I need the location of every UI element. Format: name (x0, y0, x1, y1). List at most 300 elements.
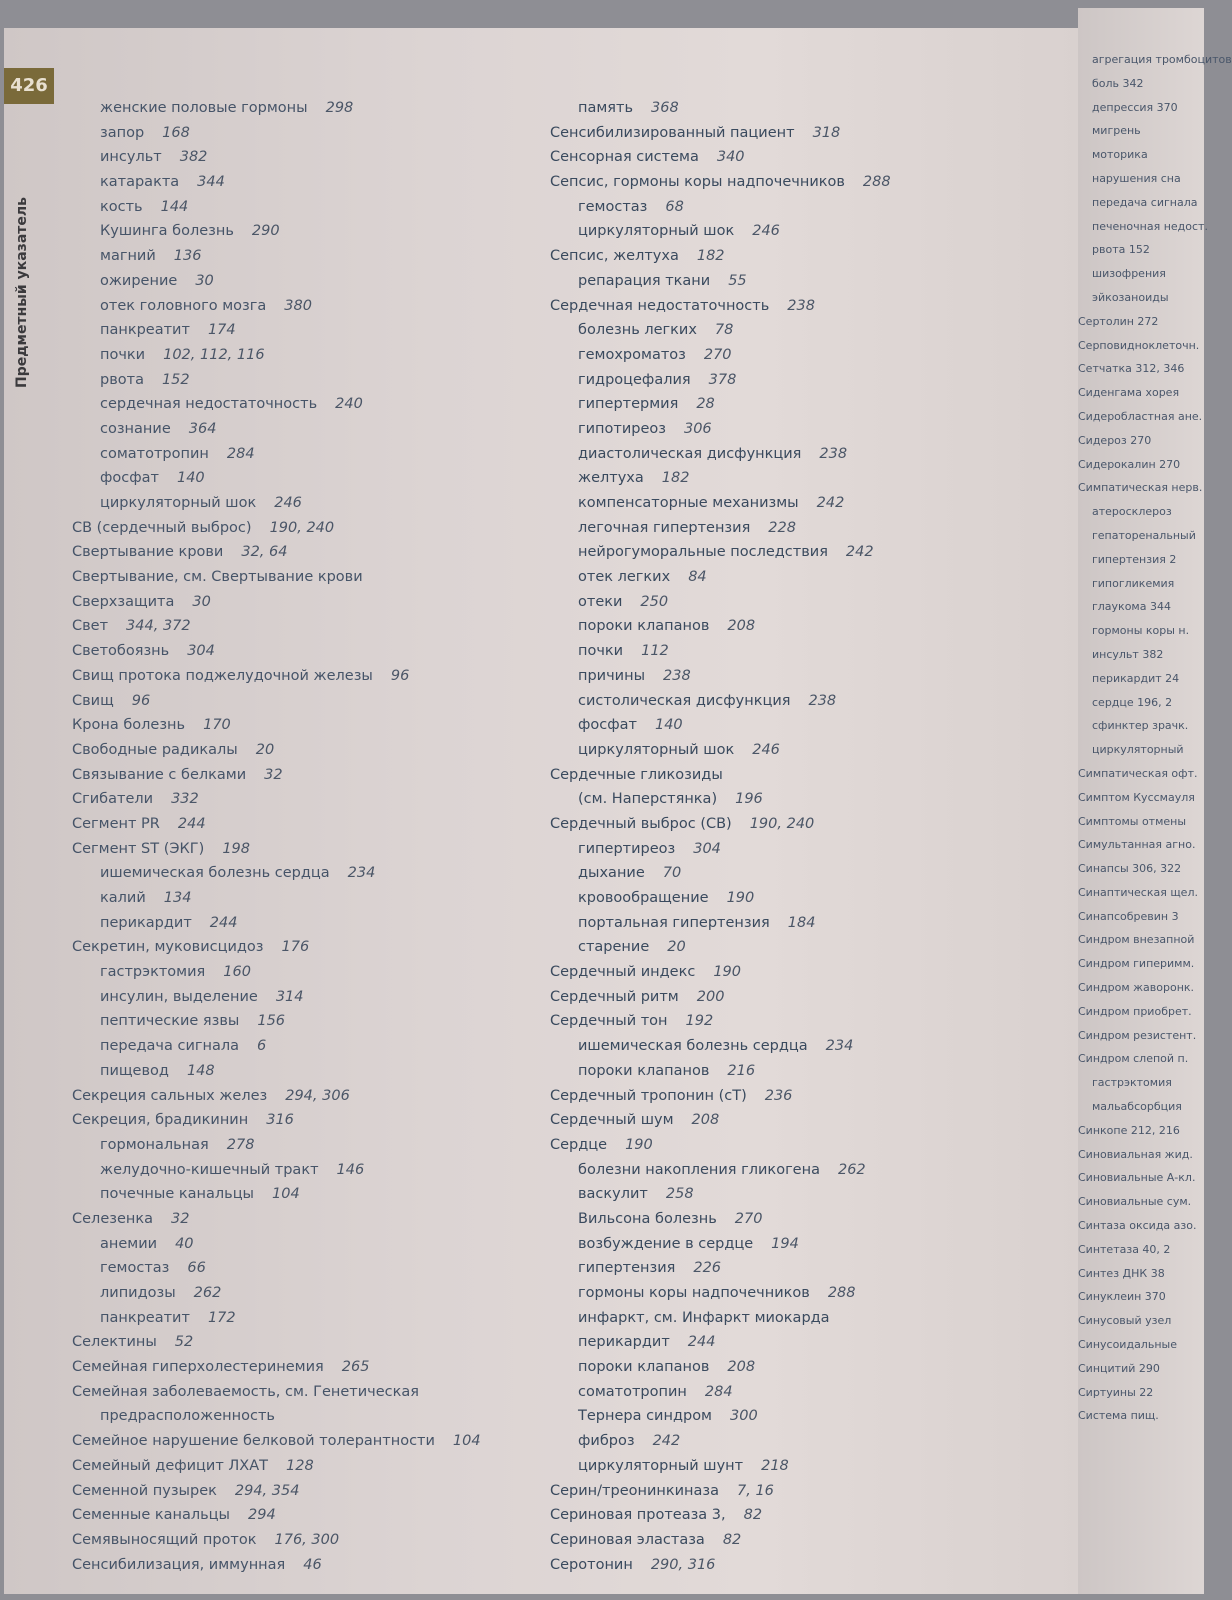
index-entry (550, 1207, 1070, 1232)
index-entry (72, 442, 542, 467)
partial-index-entry: гипогликемия (1092, 576, 1175, 590)
index-pages: 7, 16 (737, 1482, 774, 1499)
index-entry (550, 244, 1070, 269)
index-pages: 6 (257, 1038, 267, 1055)
index-pages: 218 (761, 1457, 789, 1474)
index-entry (550, 417, 1070, 442)
index-entry (550, 1454, 1070, 1479)
index-term: гипертермия (578, 396, 679, 413)
index-pages: 246 (752, 223, 780, 240)
index-term: кровообращение (578, 890, 709, 906)
index-pages: 70 (662, 865, 682, 882)
index-term: циркуляторный шок (578, 223, 735, 240)
partial-index-entry: Синцитий 290 (1078, 1361, 1160, 1375)
index-pages: 66 (187, 1260, 206, 1277)
index-pages: 294, 306 (285, 1087, 350, 1104)
index-term: гидроцефалия (578, 371, 691, 388)
index-term: старение (578, 939, 650, 956)
partial-index-entry: перикардит 24 (1092, 671, 1180, 685)
index-entry (72, 763, 542, 788)
index-term: катаракта (100, 174, 180, 191)
partial-index-entry: Синапсобревин 3 (1078, 909, 1179, 923)
partial-index-entry: сфинктер зрачк. (1092, 719, 1189, 733)
index-entry (550, 787, 1070, 812)
index-term: легочная гипертензия (578, 519, 751, 536)
index-pages: 242 (652, 1433, 681, 1450)
index-term: перикардит (578, 1334, 670, 1351)
partial-index-entry: Серповидноклеточн. (1078, 338, 1200, 352)
index-entry (550, 1553, 1070, 1578)
index-pages: 288 (862, 174, 891, 191)
partial-index-entry: Сидероз 270 (1078, 433, 1152, 447)
index-pages: 265 (341, 1359, 370, 1376)
index-term: Семейная гиперхолестеринемия (72, 1359, 324, 1376)
index-pages: 288 (827, 1285, 856, 1301)
index-entry (550, 1281, 1070, 1306)
index-term: гипотиреоз (578, 420, 666, 437)
index-pages: 128 (286, 1457, 314, 1474)
index-pages: 182 (661, 470, 690, 487)
index-entry (550, 861, 1070, 886)
index-term: Кушинга болезнь (100, 223, 234, 240)
index-pages: 198 (222, 840, 250, 857)
index-entry (72, 244, 542, 269)
partial-index-entry: Синтез ДНК 38 (1078, 1266, 1165, 1280)
index-pages: 84 (688, 569, 707, 586)
index-pages: 140 (654, 717, 683, 734)
index-term: Свищ протока поджелудочной железы (72, 667, 373, 684)
index-entry (72, 219, 542, 244)
index-entry (550, 392, 1070, 417)
partial-index-entry: нарушения сна (1092, 171, 1181, 185)
index-term: васкулит (578, 1186, 648, 1203)
partial-index-entry: Синовиальная жид. (1078, 1147, 1193, 1161)
index-entry (72, 466, 542, 491)
index-entry (72, 1380, 542, 1405)
index-term: Серин/треонинкиназа (550, 1482, 720, 1499)
index-pages: 246 (752, 741, 780, 758)
index-term: болезнь легких (578, 322, 697, 339)
index-entry (72, 1256, 542, 1281)
index-entry (72, 1330, 542, 1355)
index-pages: 382 (179, 149, 208, 166)
partial-index-entry: рвота 152 (1092, 243, 1150, 257)
index-entry (72, 861, 542, 886)
index-entry (550, 1108, 1070, 1133)
index-entry (72, 837, 542, 862)
index-entry (72, 516, 542, 541)
index-term: Секретин, муковисцидоз (72, 939, 264, 956)
partial-index-entry: Сидерокалин 270 (1078, 457, 1181, 471)
index-entry (550, 713, 1070, 738)
index-term: репарация ткани (578, 272, 711, 289)
index-pages: 96 (390, 667, 410, 684)
index-entry (550, 269, 1070, 294)
index-pages: 32 (264, 766, 283, 783)
index-pages: 244 (687, 1334, 716, 1351)
index-pages: 112 (641, 643, 669, 660)
partial-index-entry: Синовиальные А-кл. (1078, 1171, 1196, 1185)
index-pages: 378 (708, 371, 737, 388)
index-term: систолическая дисфункция (578, 692, 791, 709)
index-entry (72, 960, 542, 985)
index-pages: 40 (175, 1235, 194, 1252)
index-pages: 344, 372 (126, 618, 191, 635)
index-entry (550, 639, 1070, 664)
index-pages: 340 (716, 149, 745, 166)
index-term: Сериновая эластаза (550, 1531, 705, 1548)
index-pages: 190 (625, 1136, 653, 1153)
index-pages: 190 (726, 890, 755, 906)
index-term: Серотонин (550, 1556, 633, 1573)
index-entry (72, 1232, 542, 1257)
index-term: гормональная (100, 1136, 209, 1153)
index-pages: 104 (272, 1186, 300, 1203)
index-pages: 262 (193, 1285, 222, 1301)
index-entry (550, 614, 1070, 639)
index-entry (72, 713, 542, 738)
index-pages: 306 (683, 420, 712, 437)
index-pages: 242 (845, 544, 874, 561)
index-term: ишемическая болезнь сердца (100, 865, 330, 882)
index-entry (72, 1009, 542, 1034)
index-term: панкреатит (100, 322, 190, 339)
partial-index-entry: Симптом Куссмауля (1078, 790, 1195, 804)
index-entry (72, 368, 542, 393)
index-pages: 160 (223, 964, 251, 981)
partial-index-entry: Синкопе 212, 216 (1078, 1123, 1180, 1137)
index-entry (72, 417, 542, 442)
index-entry (72, 1108, 542, 1133)
index-term: фиброз (578, 1433, 635, 1450)
partial-index-entry: Синаптическая щел. (1078, 885, 1198, 899)
partial-index-entry: Сиденгама хорея (1078, 386, 1180, 400)
index-entry (550, 886, 1070, 911)
index-entry (550, 1182, 1070, 1207)
partial-index-entry: гормоны коры н. (1092, 624, 1190, 638)
partial-index-entry: шизофрения (1092, 267, 1166, 281)
partial-index-entry: атеросклероз (1092, 505, 1172, 519)
index-pages: 102, 112, 116 (163, 346, 265, 363)
index-pages: 140 (176, 470, 205, 487)
index-term: болезни накопления гликогена (578, 1161, 820, 1178)
index-entry (72, 269, 542, 294)
index-term: Семявыносящий проток (72, 1531, 257, 1548)
index-term: Сверхзащита (72, 593, 175, 610)
index-term: липидозы (100, 1285, 176, 1301)
index-column-left (72, 96, 542, 1577)
index-pages: 238 (663, 667, 691, 684)
partial-index-entry: Синтетаза 40, 2 (1078, 1242, 1171, 1256)
partial-index-entry: моторика (1092, 148, 1148, 162)
index-entry (550, 837, 1070, 862)
index-term: Сепсис, гормоны коры надпочечников (550, 174, 845, 191)
index-pages: 208 (727, 618, 756, 635)
index-term: компенсаторные механизмы (578, 495, 799, 511)
index-term: Селезенка (72, 1210, 153, 1227)
index-pages: 242 (816, 495, 845, 511)
index-entry (72, 1133, 542, 1158)
index-entry (72, 1084, 542, 1109)
index-term: Свищ (72, 692, 114, 709)
index-term: предрасположенность (100, 1408, 275, 1425)
index-term: причины (578, 667, 646, 684)
partial-index-entry: Синусоидальные (1078, 1338, 1177, 1352)
index-entry (550, 565, 1070, 590)
index-term: калий (100, 890, 146, 906)
partial-index-entry: Сидеробластная ане. (1078, 409, 1203, 423)
index-pages: 192 (685, 1013, 714, 1030)
index-term: отек легких (578, 569, 671, 586)
index-term: Тернера синдром (578, 1408, 712, 1425)
index-pages: 226 (693, 1260, 722, 1277)
index-pages: 55 (728, 272, 747, 289)
index-entry (550, 985, 1070, 1010)
index-term: нейрогуморальные последствия (578, 544, 828, 561)
index-term: Сердце (550, 1136, 608, 1153)
index-pages: 238 (787, 297, 815, 314)
index-entry (550, 1256, 1070, 1281)
partial-index-entry: Синапсы 306, 322 (1078, 862, 1182, 876)
index-pages: 196 (735, 791, 763, 808)
index-pages: 284 (226, 445, 255, 462)
index-pages: 244 (209, 914, 238, 931)
index-term: Светобоязнь (72, 643, 170, 660)
index-entry (72, 195, 542, 220)
index-term: Свободные радикалы (72, 741, 238, 758)
index-term: пищевод (100, 1062, 169, 1079)
index-pages: 168 (162, 124, 190, 141)
index-term: Сердечный выброс (СВ) (550, 815, 732, 832)
index-pages: 194 (771, 1235, 799, 1252)
index-entry (550, 491, 1070, 516)
index-pages: 156 (257, 1013, 286, 1030)
index-term: гемостаз (100, 1260, 170, 1277)
partial-index-entry: Синдром резистент. (1078, 1028, 1197, 1042)
partial-index-entry: циркуляторный (1092, 743, 1184, 757)
index-term: возбуждение в сердце (578, 1235, 754, 1252)
partial-index-entry: Симптомы отмены (1078, 814, 1187, 828)
index-pages: 190, 240 (269, 519, 335, 536)
index-entry (72, 787, 542, 812)
index-pages: 364 (188, 420, 217, 437)
index-term: сердечная недостаточность (100, 396, 318, 413)
index-entry (72, 565, 542, 590)
index-term: пороки клапанов (578, 1359, 710, 1376)
index-term: кость (100, 198, 143, 215)
index-pages: 32 (171, 1210, 190, 1227)
index-pages: 28 (696, 396, 715, 413)
partial-index-entry: гепаторенальный (1092, 528, 1196, 542)
index-pages: 46 (303, 1556, 322, 1573)
index-term: Семенные канальцы (72, 1507, 230, 1524)
index-term: Секреция, брадикинин (72, 1112, 249, 1129)
index-pages: 314 (275, 988, 304, 1005)
index-entry (550, 540, 1070, 565)
index-entry (550, 935, 1070, 960)
index-term: циркуляторный шок (100, 495, 257, 511)
index-entry (72, 392, 542, 417)
index-pages: 30 (195, 272, 214, 289)
index-entry (72, 1281, 542, 1306)
index-pages: 246 (274, 495, 302, 511)
index-entry (550, 96, 1070, 121)
partial-index-entry: Синтаза оксида азо. (1078, 1219, 1197, 1233)
index-pages: 170 (203, 717, 231, 734)
index-entry (550, 590, 1070, 615)
index-pages: 290 (251, 223, 280, 240)
index-entry (72, 689, 542, 714)
partial-index-entry: гипертензия 2 (1092, 552, 1177, 566)
index-column-right-partial (1078, 48, 1232, 1428)
facing-page-edge (1078, 8, 1232, 1594)
index-entry (550, 1528, 1070, 1553)
index-pages: 270 (703, 346, 732, 363)
index-entry (550, 145, 1070, 170)
index-entry (72, 738, 542, 763)
index-entry (550, 294, 1070, 319)
index-entry (72, 1182, 542, 1207)
index-pages: 290, 316 (650, 1556, 716, 1573)
index-pages: 304 (693, 840, 721, 857)
index-entry (550, 466, 1070, 491)
index-term: гипертензия (578, 1260, 676, 1277)
partial-index-entry: агрегация тромбоцитов (1092, 53, 1232, 66)
index-pages: 68 (665, 198, 684, 215)
partial-index-entry: сердце 196, 2 (1092, 695, 1173, 709)
index-term: соматотропин (578, 1383, 687, 1400)
index-pages: 234 (347, 865, 376, 882)
index-term: женские половые гормоны (100, 100, 308, 116)
index-term: передача сигнала (100, 1038, 240, 1055)
index-term: сознание (100, 420, 171, 437)
index-entry (550, 812, 1070, 837)
index-pages: 184 (787, 914, 816, 931)
index-term: Семенной пузырек (72, 1482, 217, 1499)
index-entry (72, 121, 542, 146)
partial-index-entry: передача сигнала (1092, 195, 1198, 209)
index-term: Сенсорная система (550, 149, 699, 166)
index-entry (72, 1158, 542, 1183)
index-pages: 240 (335, 396, 363, 413)
index-pages: 344 (197, 174, 225, 191)
index-entry (72, 1306, 542, 1331)
index-pages: 234 (825, 1038, 854, 1055)
partial-index-entry: печеночная недост. (1092, 219, 1208, 233)
index-term: отек головного мозга (100, 297, 267, 314)
index-entry (72, 1059, 542, 1084)
index-term: Сегмент PR (72, 815, 160, 832)
index-term: Сгибатели (72, 791, 154, 808)
index-term: пептические язвы (100, 1013, 240, 1030)
index-entry (550, 1330, 1070, 1355)
index-term: гемостаз (578, 198, 648, 215)
index-pages: 300 (730, 1408, 758, 1425)
index-term: Семейное нарушение белковой толерантности (72, 1433, 435, 1450)
index-entry (72, 1034, 542, 1059)
index-term: пороки клапанов (578, 618, 710, 635)
index-pages: 244 (177, 815, 206, 832)
index-entry (550, 1084, 1070, 1109)
index-pages: 294 (248, 1507, 276, 1524)
index-pages: 250 (640, 593, 669, 610)
index-term: фосфат (578, 717, 637, 734)
index-term: Сердечная недостаточность (550, 297, 770, 314)
index-term: рвота (100, 371, 144, 388)
index-column-middle (550, 96, 1070, 1577)
index-term: Сегмент ST (ЭКГ) (72, 840, 205, 857)
partial-index-entry: Синдром приобрет. (1078, 1004, 1192, 1018)
partial-index-entry: мигрень (1092, 124, 1141, 138)
index-entry (72, 1429, 542, 1454)
partial-index-entry: инсульт 382 (1092, 647, 1164, 661)
index-entry (72, 886, 542, 911)
index-pages: 258 (665, 1186, 694, 1203)
index-term: гастрэктомия (100, 964, 206, 981)
index-entry (550, 1034, 1070, 1059)
index-term: Семейная заболеваемость, см. Генетическая (72, 1383, 419, 1400)
index-pages: 174 (207, 322, 236, 339)
index-entry (72, 1454, 542, 1479)
index-pages: 304 (187, 643, 215, 660)
index-entry (72, 170, 542, 195)
index-term: Сенсибилизация, иммунная (72, 1556, 286, 1573)
index-term: желудочно-кишечный тракт (100, 1161, 319, 1178)
index-term: гормоны коры надпочечников (578, 1285, 810, 1301)
index-entry (550, 1133, 1070, 1158)
index-entry (550, 195, 1070, 220)
index-term: Селектины (72, 1334, 157, 1351)
partial-index-entry: Симультанная агно. (1078, 838, 1196, 852)
index-pages: 316 (266, 1112, 294, 1129)
partial-index-entry: Синдром внезапной (1078, 933, 1195, 947)
index-entry (72, 491, 542, 516)
index-pages: 318 (812, 124, 841, 141)
index-pages: 20 (255, 741, 275, 758)
index-entry (72, 1355, 542, 1380)
partial-index-entry: эйкозаноиды (1092, 290, 1169, 304)
index-entry (72, 145, 542, 170)
index-pages: 144 (160, 198, 189, 215)
index-entry (550, 763, 1070, 788)
index-term: ишемическая болезнь сердца (578, 1038, 808, 1055)
index-pages: 190 (713, 964, 741, 981)
index-pages: 176 (281, 939, 310, 956)
section-side-label: Предметный указатель (14, 197, 30, 388)
index-entry (72, 540, 542, 565)
index-entry (72, 985, 542, 1010)
index-pages: 146 (336, 1161, 365, 1178)
index-entry (72, 1479, 542, 1504)
index-pages: 262 (837, 1161, 866, 1178)
partial-index-entry: Синовиальные сум. (1078, 1195, 1192, 1209)
partial-index-entry: мальабсорбция (1092, 1100, 1182, 1114)
index-pages: 190, 240 (749, 815, 815, 832)
index-pages: 32, 64 (241, 544, 288, 561)
index-pages: 200 (696, 988, 725, 1005)
index-entry (550, 911, 1070, 936)
index-entry (550, 1355, 1070, 1380)
index-pages: 298 (325, 100, 354, 116)
index-pages: 294, 354 (234, 1482, 300, 1499)
index-term: Сенсибилизированный пациент (550, 124, 795, 141)
partial-index-entry: Синдром гиперимм. (1078, 957, 1195, 971)
index-pages: 96 (131, 692, 151, 709)
index-term: запор (100, 124, 145, 141)
index-term: гипертиреоз (578, 840, 676, 857)
index-pages: 208 (727, 1359, 756, 1376)
index-pages: 238 (819, 445, 848, 462)
